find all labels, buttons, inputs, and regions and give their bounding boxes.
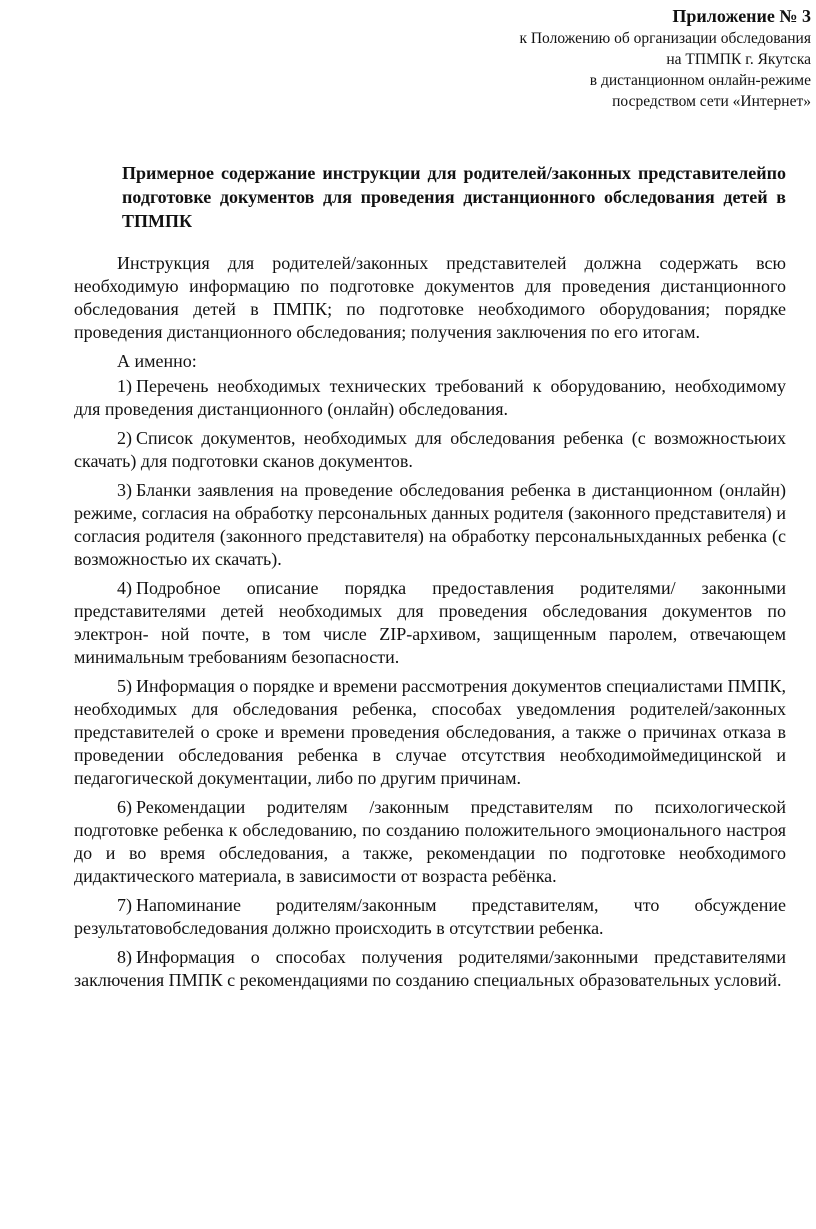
list-item-number: 3): [117, 480, 132, 500]
appendix-line: к Положению об организации обследования: [519, 30, 811, 47]
list-item-number: 6): [117, 797, 132, 817]
list-item-text: Рекомендации родителям /законным представителям по психологической подготовке ребенка к обследованию, по созданию положительного эмоционального настроя до и во время обследования, а также, рекомендации по подготовке необходимого дидактического материала, в зависимости от возраста ребёнка.: [74, 797, 786, 886]
appendix-line: в дистанционном онлайн-режиме: [589, 72, 811, 89]
list-item-number: 2): [117, 428, 132, 448]
appendix-line: на ТПМПК г. Якутска: [666, 51, 811, 68]
list-item: [74, 796, 786, 888]
list-item-text: Перечень необходимых технических требований к оборудованию, необходимому для проведения дистанционного (онлайн) обследования.: [74, 376, 786, 419]
list-item-number: 8): [117, 947, 132, 967]
list-item-text: Напоминание родителям/законным представителям, что обсуждение результатовобследования должно происходить в отсутствии ребенка.: [74, 895, 786, 938]
list-item: [74, 427, 786, 473]
list-item-text: Информация о способах получения родителями/законными представителями заключения ПМПК с рекомендациями по созданию специальных образовательных условий.: [74, 947, 786, 990]
list-item-text: Подробное описание порядка предоставления родителями/ законными представителями детей необходимых для проведения обследования документов по электрон- ной почте, в том числе ZIP-архивом, защищенным паролем, отвечающем минимальным требованиям безопасности.: [74, 578, 786, 667]
list-item: [74, 675, 786, 790]
list-item-number: 1): [117, 376, 132, 396]
list-item: [74, 946, 786, 992]
list-item-text: Список документов, необходимых для обследования ребенка (с возможностьюих скачать) для подготовки сканов документов.: [74, 428, 786, 471]
document-body: [74, 252, 786, 998]
list-item-text: Бланки заявления на проведение обследования ребенка в дистанционном (онлайн) режиме, согласия на обработку персональных данных родителя (законного представителя) и согласия родителя (законного представителя) на обработку персональныхданных ребенка (с возможностью их скачать).: [74, 480, 786, 569]
list-item: [74, 894, 786, 940]
list-item: [74, 479, 786, 571]
appendix-line: посредством сети «Интернет»: [612, 93, 811, 110]
appendix-block: [519, 4, 811, 112]
list-item-number: 4): [117, 578, 132, 598]
appendix-title: Приложение № 3: [672, 6, 811, 26]
intro-paragraph: Инструкция для родителей/законных представителей должна содержать всю необходимую информацию по подготовке документов для проведения дистанционного обследования детей в ПМПК; по подготовке необходимого оборудования; порядке проведения дистанционного обследования; получения заключения по его итогам.: [74, 253, 786, 342]
document-heading: Примерное содержание инструкции для родителей/законных представителейпо подготовке документов для проведения дистанционного обследования детей в ТПМПК: [122, 163, 786, 231]
list-item-number: 5): [117, 676, 132, 696]
list-item-text: Информация о порядке и времени рассмотрения документов специалистами ПМПК, необходимых для обследования ребенка, способах уведомления родителей/законных представителей о сроке и времени проведения обследования, а также о причинах отказа в проведении обследования ребенка в случае отсутствия необходимоймедицинской и педагогической документации, либо по другим причинам.: [74, 676, 786, 788]
list-item-number: 7): [117, 895, 132, 915]
namely-line: А именно:: [117, 351, 197, 371]
list-item: [74, 375, 786, 421]
list-item: [74, 577, 786, 669]
